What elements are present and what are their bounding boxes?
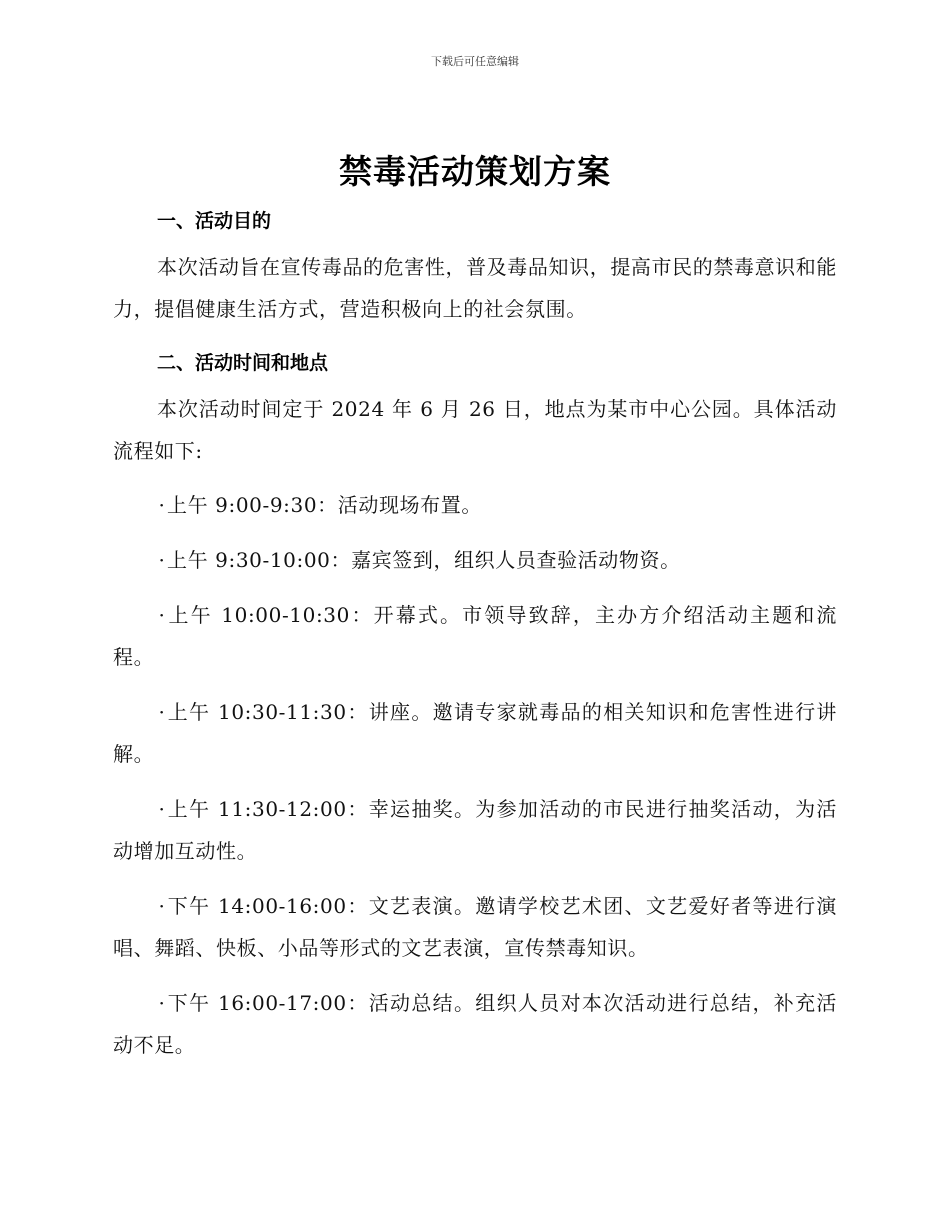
schedule-item-text: 下午 14:00-16:00：文艺表演。邀请学校艺术团、文艺爱好者等进行演唱、舞蹈、快板、小品等形式的文艺表演，宣传禁毒知识。 bbox=[113, 894, 837, 960]
schedule-item-performance bbox=[113, 885, 837, 969]
schedule-item-text: 上午 10:00-10:30：开幕式。市领导致辞，主办方介绍活动主题和流程。 bbox=[113, 603, 837, 669]
header-note: 下载后可任意编辑 bbox=[431, 55, 519, 68]
bullet-dot-icon: · bbox=[158, 894, 166, 918]
schedule-item-text: 下午 16:00-17:00：活动总结。组织人员对本次活动进行总结，补充活动不足。 bbox=[113, 991, 837, 1057]
schedule-item-text: 上午 10:30-11:30：讲座。邀请专家就毒品的相关知识和危害性进行讲解。 bbox=[113, 700, 837, 766]
bullet-dot-icon: · bbox=[158, 991, 166, 1015]
schedule-item-setup bbox=[113, 484, 837, 526]
schedule-item-lecture bbox=[113, 691, 837, 775]
bullet-dot-icon: · bbox=[158, 797, 166, 821]
schedule-item-text: 上午 11:30-12:00：幸运抽奖。为参加活动的市民进行抽奖活动，为活动增加互动性。 bbox=[113, 797, 837, 863]
bullet-dot-icon: · bbox=[158, 493, 166, 517]
bullet-dot-icon: · bbox=[158, 603, 166, 627]
document-content bbox=[113, 148, 837, 1079]
bullet-dot-icon: · bbox=[158, 548, 166, 572]
schedule-item-text: 上午 9:30-10:00：嘉宾签到，组织人员查验活动物资。 bbox=[167, 548, 681, 572]
section-heading-time-location: 二、活动时间和地点 bbox=[157, 352, 329, 374]
section-paragraph-time-location: 本次活动时间定于 2024 年 6 月 26 日，地点为某市中心公园。具体活动流程如下: bbox=[113, 397, 837, 463]
section-paragraph-purpose: 本次活动旨在宣传毒品的危害性，普及毒品知识，提高市民的禁毒意识和能力，提倡健康生活方式，营造积极向上的社会氛围。 bbox=[113, 255, 837, 321]
schedule-item-opening bbox=[113, 594, 837, 678]
schedule-item-text: 上午 9:00-9:30：活动现场布置。 bbox=[167, 493, 482, 517]
document-title: 禁毒活动策划方案 bbox=[339, 152, 611, 191]
section-heading-purpose: 一、活动目的 bbox=[157, 210, 272, 232]
bullet-dot-icon: · bbox=[158, 700, 166, 724]
schedule-item-summary bbox=[113, 982, 837, 1066]
schedule-item-lottery bbox=[113, 788, 837, 872]
schedule-item-signin bbox=[113, 539, 837, 581]
